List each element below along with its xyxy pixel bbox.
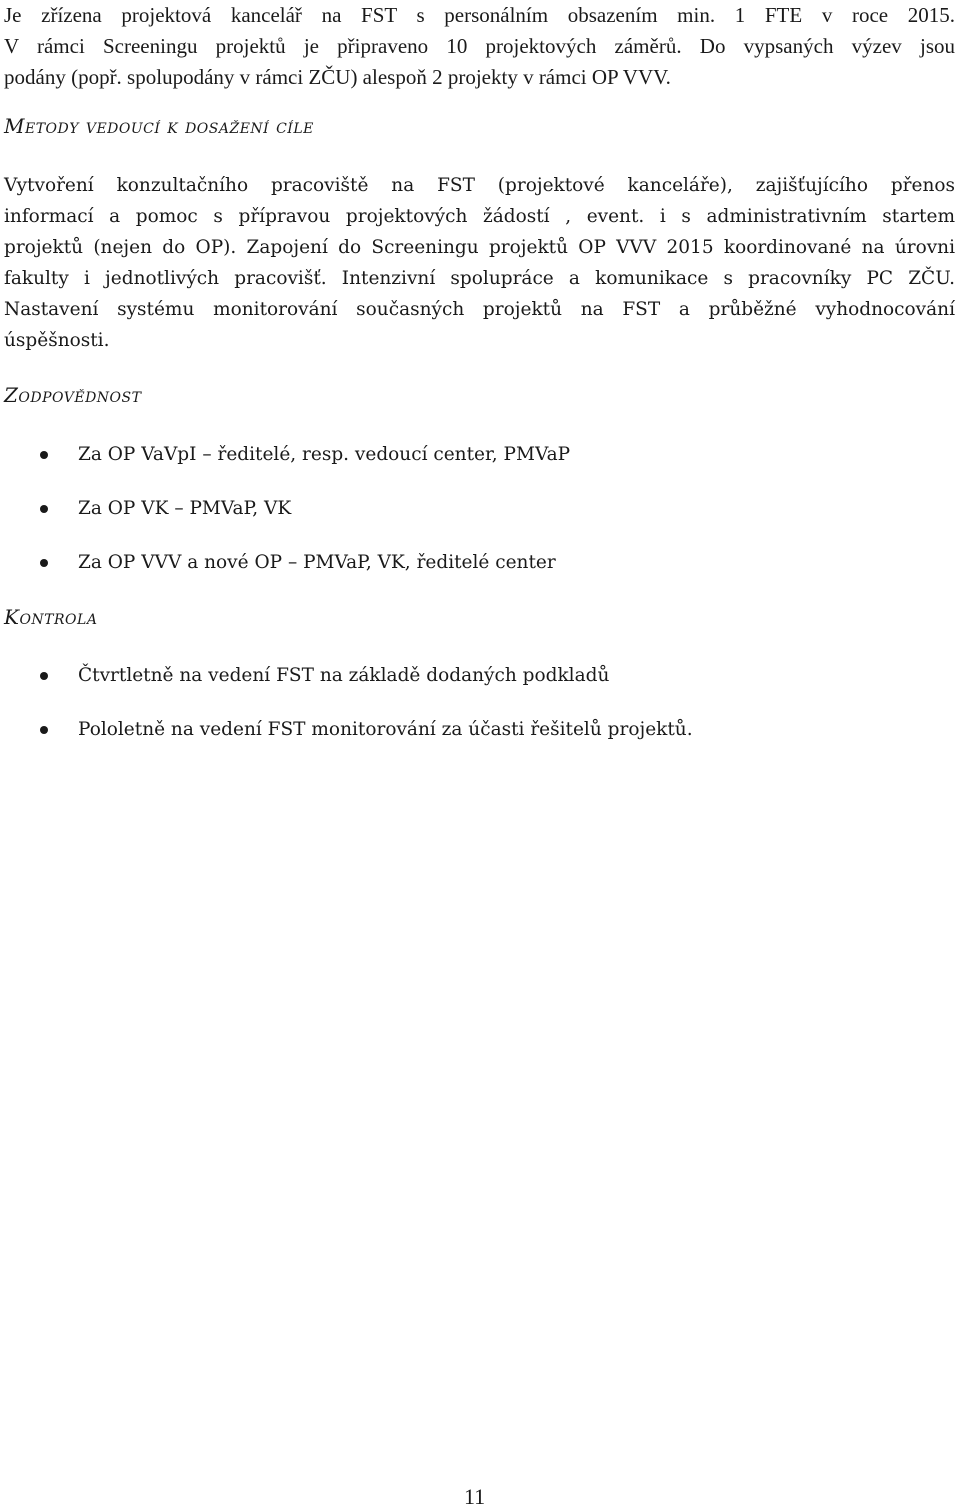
- list-item-text: Za OP VVV a nové OP – PMVaP, VK, ředitelé center: [78, 552, 556, 573]
- control-list: [0, 664, 693, 772]
- methods-line: úspěšnosti.: [4, 330, 110, 351]
- intro-line: V rámci Screeningu projektů je připraveno 10 projektových záměrů. Do vypsaných výzev jsou: [4, 34, 955, 58]
- list-item: [0, 664, 693, 718]
- methods-line: Vytvoření konzultačního pracoviště na FST (projektové kanceláře), zajišťujícího přenos: [4, 175, 955, 196]
- intro-line: podány (popř. spolupodány v rámci ZČU) alespoň 2 projekty v rámci OP VVV.: [4, 65, 671, 89]
- control-heading: Kontrola: [4, 605, 98, 629]
- methods-paragraph: [4, 170, 955, 356]
- methods-line: fakulty i jednotlivých pracovišť. Intenzivní spolupráce a komunikace s pracovníky PC ZČU.: [4, 268, 955, 289]
- list-item-text: Za OP VK – PMVaP, VK: [78, 498, 292, 519]
- methods-line: Nastavení systému monitorování současných projektů na FST a průběžné vyhodnocování: [4, 299, 955, 320]
- list-item: [0, 551, 570, 605]
- list-item: [0, 718, 693, 772]
- list-item-text: Pololetně na vedení FST monitorování za účasti řešitelů projektů.: [78, 719, 693, 740]
- bullet-icon: [40, 559, 48, 567]
- page-number: 11: [464, 1484, 486, 1509]
- intro-line: Je zřízena projektová kancelář na FST s personálním obsazením min. 1 FTE v roce 2015.: [4, 3, 955, 27]
- methods-line: informací a pomoc s přípravou projektových žádostí , event. i s administrativním startem: [4, 206, 955, 227]
- responsibility-heading: Zodpovědnost: [4, 383, 142, 407]
- methods-line: projektů (nejen do OP). Zapojení do Screeningu projektů OP VVV 2015 koordinované na úrovni: [4, 237, 955, 258]
- methods-heading: Metody vedoucí k dosažení cíle: [4, 114, 314, 138]
- list-item-text: Čtvrtletně na vedení FST na základě dodaných podkladů: [78, 665, 610, 686]
- bullet-icon: [40, 672, 48, 680]
- intro-paragraph: [4, 0, 955, 93]
- list-item-text: Za OP VaVpI – ředitelé, resp. vedoucí center, PMVaP: [78, 444, 571, 465]
- list-item: [0, 443, 570, 497]
- bullet-icon: [40, 505, 48, 513]
- bullet-icon: [40, 451, 48, 459]
- bullet-icon: [40, 726, 48, 734]
- list-item: [0, 497, 570, 551]
- responsibility-list: [0, 443, 570, 605]
